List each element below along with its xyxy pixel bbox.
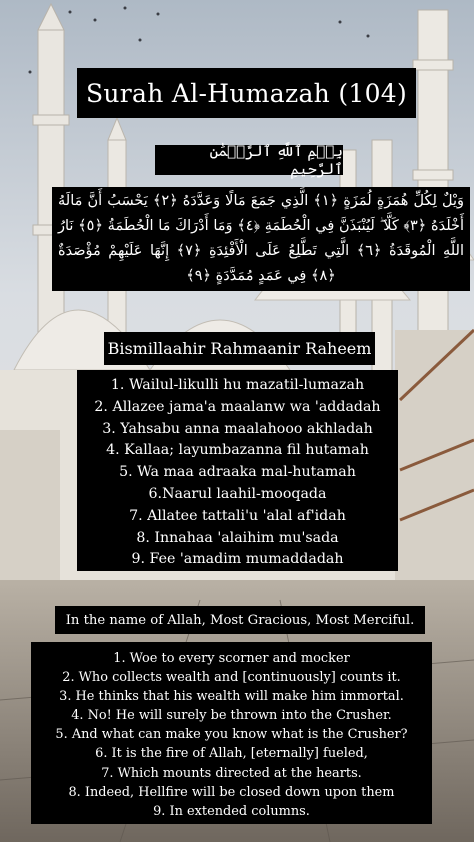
translation-line: 9. In extended columns. <box>153 803 310 819</box>
transliteration-line: 1. Wailul-likulli hu mazatil-lumazah <box>110 377 365 393</box>
transliteration-line: 2. Allazee jama'a maalanw wa 'addadah <box>94 398 381 415</box>
transliteration-line: 5. Wa maa adraaka mal-hutamah <box>119 464 356 481</box>
translation-line: 4. No! He will surely be thrown into the Crusher. <box>71 708 392 724</box>
transliteration-line: 7. Allatee tattali'u 'alal af'idah <box>129 507 346 524</box>
transliteration-line: 9. Fee 'amadim mumaddadah <box>131 551 344 568</box>
translation-line: 8. Indeed, Hellfire will be closed down upon them <box>68 784 395 800</box>
translation-panel <box>31 642 432 824</box>
translation-line: 6. It is the fire of Allah, [eternally] fueled, <box>95 746 368 762</box>
meaning-heading-panel <box>55 606 425 634</box>
left-minaret <box>33 4 69 360</box>
translation-line: 7. Which mounts directed at the hearts. <box>101 765 362 781</box>
bismillah-transliteration-panel <box>104 332 375 365</box>
translation-line: 1. Woe to every scorner and mocker <box>113 651 350 666</box>
transliteration-line: 8. Innahaa 'alaihim mu'sada <box>136 529 339 546</box>
transliteration-line: 4. Kallaa; layumbazanna fil hutamah <box>106 442 369 459</box>
bismillah-transliteration: Bismillaahir Rahmaanir Raheem <box>107 339 372 358</box>
translation-line: 2. Who collects wealth and [continuously] counts it. <box>62 670 401 686</box>
surah-title: Surah Al-Humazah (104) <box>85 78 408 108</box>
arabic-verses: وَيْلٌ لِكُلِّ هُمَزَةٍ لُمَزَةٍ ﴿١﴾ الَّذِي جَمَعَ مَالًا وَعَدَّدَهُ ﴿٢﴾ يَحْسَبُ أَنَّ مَالَهُ أَخْلَدَهُ ﴿٣﴾ كَلَّا ۖ لَيُنْبَذَنَّ فِي الْحُطَمَةِ ﴿٤﴾ وَمَا أَدْرَاكَ مَا الْحُطَمَةُ ﴿٥﴾ نَارُ اللَّهِ الْمُوقَدَةُ ﴿٦﴾ الَّتِي تَطَّلِعُ عَلَى الْأَفْئِدَةِ ﴿٧﴾ إِنَّهَا عَلَيْهِمْ مُؤْصَدَةٌ ﴿٨﴾ فِي عَمَدٍ مُمَدَّدَةٍ ﴿٩﴾ <box>58 193 464 284</box>
transliteration-panel <box>77 370 398 571</box>
transliteration-line: 3. Yahsabu anna maalahooo akhladah <box>102 420 373 437</box>
translation-line: 5. And what can make you know what is the Crusher? <box>55 727 408 743</box>
translation-line: 3. He thinks that his wealth will make him immortal. <box>59 689 404 705</box>
arabic-verses-panel <box>52 187 470 291</box>
transliteration-line: 6.Naarul laahil-mooqada <box>148 485 327 502</box>
bismillah-arabic-panel <box>155 142 343 178</box>
meaning-heading: In the name of Allah, Most Gracious, Most Merciful. <box>65 612 415 628</box>
surah-title-panel <box>77 68 416 118</box>
bismillah-arabic: بِسۡمِ ٱللَّهِ ٱلرَّحۡمَٰنِ ٱلرَّحِيمِ <box>209 142 343 178</box>
